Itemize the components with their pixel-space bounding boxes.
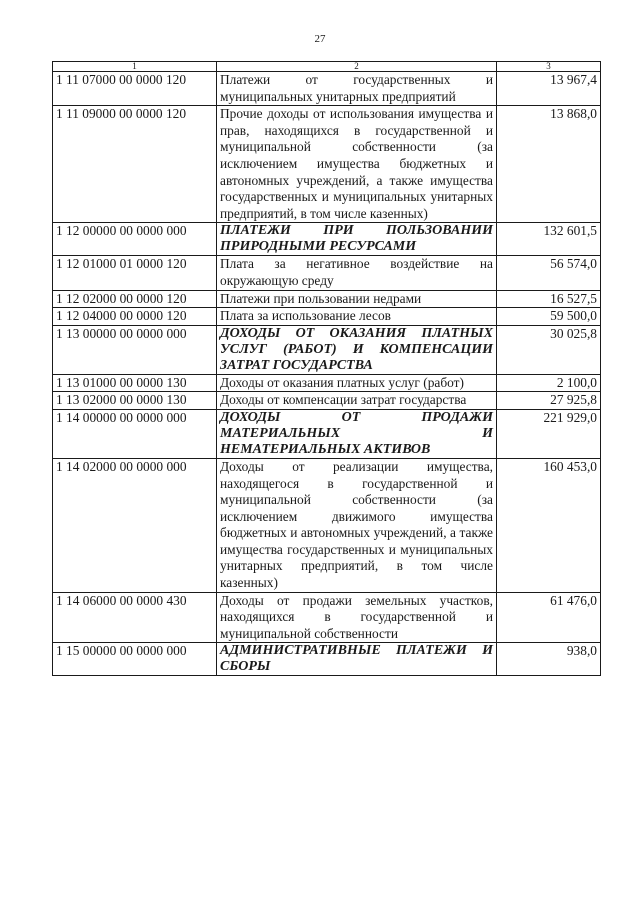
table-row: [53, 458, 601, 592]
table-row: [53, 374, 601, 392]
revenue-code: 1 11 07000 00 0000 120: [53, 72, 217, 106]
revenue-amount: 13 967,4: [497, 72, 601, 106]
revenue-amount: 61 476,0: [497, 592, 601, 643]
revenue-description: Платежи при пользовании недрами: [217, 290, 497, 308]
revenue-amount: 938,0: [497, 643, 601, 676]
revenue-description: Платежи от государственных и муниципальных унитарных предприятий: [217, 72, 497, 106]
revenue-code: 1 14 06000 00 0000 430: [53, 592, 217, 643]
table-row: [53, 409, 601, 458]
revenue-amount: 132 601,5: [497, 223, 601, 256]
revenue-code: 1 12 04000 00 0000 120: [53, 308, 217, 326]
revenue-code: 1 15 00000 00 0000 000: [53, 643, 217, 676]
revenue-amount: 221 929,0: [497, 409, 601, 458]
revenue-description: Плата за негативное воздействие на окружающую среду: [217, 256, 497, 290]
revenue-description: Доходы от реализации имущества, находящегося в государственной и муниципальной собственности (за исключением движимого имущества бюджетных и автономных учреждений, а также имущества государственных и муниципальных унитарных предприятий, в том числе казенных): [217, 458, 497, 592]
revenue-code: 1 13 00000 00 0000 000: [53, 325, 217, 374]
revenue-amount: 30 025,8: [497, 325, 601, 374]
column-number-2: 2: [217, 62, 497, 72]
revenue-code: 1 12 02000 00 0000 120: [53, 290, 217, 308]
revenue-description: Плата за использование лесов: [217, 308, 497, 326]
table-row: [53, 592, 601, 643]
revenue-table: [52, 61, 601, 676]
page-number: 27: [314, 33, 326, 45]
table-row: [53, 72, 601, 106]
table-row: [53, 223, 601, 256]
revenue-code: 1 13 01000 00 0000 130: [53, 374, 217, 392]
revenue-code: 1 11 09000 00 0000 120: [53, 106, 217, 223]
revenue-group-title: АДМИНИСТРАТИВНЫЕ ПЛАТЕЖИ И СБОРЫ: [217, 643, 497, 676]
table-row: [53, 106, 601, 223]
revenue-amount: 160 453,0: [497, 458, 601, 592]
revenue-code: 1 12 00000 00 0000 000: [53, 223, 217, 256]
revenue-group-title: ДОХОДЫ ОТ ПРОДАЖИ МАТЕРИАЛЬНЫХ И НЕМАТЕРИАЛЬНЫХ АКТИВОВ: [217, 409, 497, 458]
table-row: [53, 256, 601, 290]
revenue-amount: 2 100,0: [497, 374, 601, 392]
table-row: [53, 643, 601, 676]
revenue-table-body: [53, 62, 601, 676]
revenue-code: 1 14 02000 00 0000 000: [53, 458, 217, 592]
revenue-description: Прочие доходы от использования имущества и прав, находящихся в государственной и муниципальной собственности (за исключением имущества бюджетных и автономных учреждений, а также имущества государственных и муниципальных унитарных предприятий, в том числе казенных): [217, 106, 497, 223]
revenue-description: Доходы от компенсации затрат государства: [217, 392, 497, 410]
revenue-code: 1 12 01000 01 0000 120: [53, 256, 217, 290]
column-number-row: [53, 62, 601, 72]
table-row: [53, 392, 601, 410]
column-number-1: 1: [53, 62, 217, 72]
table-row: [53, 308, 601, 326]
table-row: [53, 325, 601, 374]
revenue-group-title: ПЛАТЕЖИ ПРИ ПОЛЬЗОВАНИИ ПРИРОДНЫМИ РЕСУРСАМИ: [217, 223, 497, 256]
revenue-code: 1 13 02000 00 0000 130: [53, 392, 217, 410]
revenue-amount: 16 527,5: [497, 290, 601, 308]
revenue-code: 1 14 00000 00 0000 000: [53, 409, 217, 458]
revenue-description: Доходы от оказания платных услуг (работ): [217, 374, 497, 392]
revenue-amount: 56 574,0: [497, 256, 601, 290]
revenue-amount: 13 868,0: [497, 106, 601, 223]
table-row: [53, 290, 601, 308]
column-number-3: 3: [497, 62, 601, 72]
revenue-amount: 59 500,0: [497, 308, 601, 326]
revenue-description: Доходы от продажи земельных участков, находящихся в государственной и муниципальной собственности: [217, 592, 497, 643]
revenue-amount: 27 925,8: [497, 392, 601, 410]
revenue-group-title: ДОХОДЫ ОТ ОКАЗАНИЯ ПЛАТНЫХ УСЛУГ (РАБОТ) И КОМПЕНСАЦИИ ЗАТРАТ ГОСУДАРСТВА: [217, 325, 497, 374]
